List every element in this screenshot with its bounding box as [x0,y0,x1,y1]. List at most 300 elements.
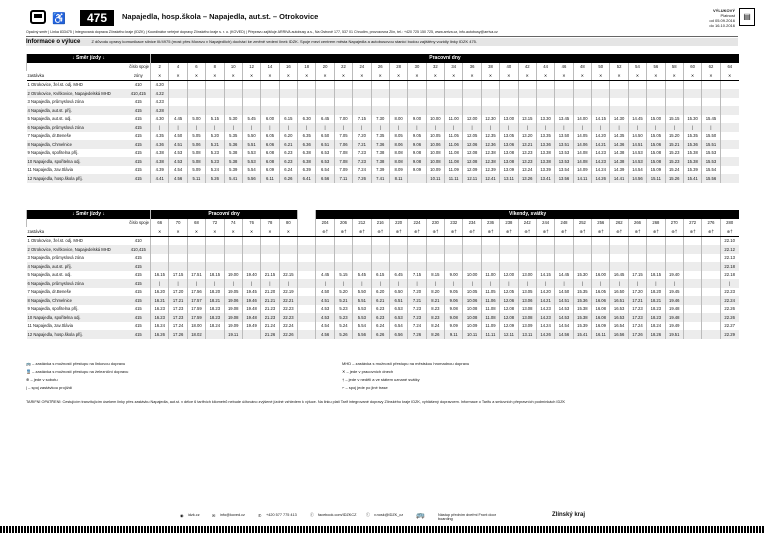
departure-time [169,245,187,254]
departure-time: 5.53 [353,313,371,322]
day-mark: ✕ [445,71,463,80]
departure-time: 15.23 [665,149,683,158]
table-row [27,236,739,245]
departure-time [647,262,665,271]
departure-time: 19.51 [665,330,683,339]
departure-time: | [242,123,260,132]
departure-time [518,98,536,107]
departure-time: 14.20 [536,288,554,297]
departure-time: 8.15 [426,271,444,280]
departure-time: 10.00 [463,271,481,280]
departure-time [536,98,554,107]
direction-label: ↓ Směr jízdy ↓ [27,210,151,219]
departure-time [261,80,279,89]
departure-time: 5.56 [353,330,371,339]
departure-time: 5.23 [334,313,352,322]
departure-time [665,254,683,263]
day-mark: ✕ [720,71,739,80]
day-mark: ✕ [573,71,591,80]
departure-time: | [647,123,665,132]
departure-time: 15.36 [683,140,701,149]
departure-time: 15.54 [702,166,720,175]
trip-number: 232 [445,219,463,228]
departure-time: | [169,123,187,132]
footer-twitter[interactable]: v.nosk@IDZK_cz [374,513,404,517]
departure-time: 7.15 [408,271,426,280]
departure-time: 9.11 [445,330,463,339]
departure-time: 6.08 [261,157,279,166]
departure-time [720,174,739,183]
departure-time [353,80,371,89]
trip-number: 242 [518,219,536,228]
departure-time: 13.53 [555,157,573,166]
departure-time [665,89,683,98]
kraj-logo-icon: Zlínský kraj [552,512,586,518]
table-row [27,245,739,254]
departure-time [353,89,371,98]
departure-time: 8.11 [389,174,407,183]
departure-time: 21.23 [261,313,279,322]
departure-time: 4.54 [169,166,187,175]
table-row [27,132,739,141]
departure-time: | [481,123,499,132]
stop-name: 10 Napajedla, spořitelna odj. [27,157,127,166]
departure-time [334,254,352,263]
departure-time: 12.08 [500,313,518,322]
departure-time [426,245,444,254]
departure-time [610,236,628,245]
departure-time: 10.09 [426,166,444,175]
departure-time: 4.38 [151,149,169,158]
departure-time [720,123,739,132]
departure-time [224,80,242,89]
departure-time: 6.21 [371,296,389,305]
departure-time: 14.23 [592,149,610,158]
departure-time: 13.08 [500,149,518,158]
footer-phone[interactable]: +420 577 775 413 [266,513,297,517]
departure-time: 12.38 [481,149,499,158]
departure-time: 22.23 [279,313,297,322]
departure-time [592,98,610,107]
departure-time: | [683,123,701,132]
departure-time: 7.00 [334,115,352,124]
header-bar [0,8,765,28]
day-mark: ✕ [463,71,481,80]
departure-time: 4.50 [316,288,334,297]
departure-time [151,262,169,271]
departure-time: 15.09 [647,166,665,175]
departure-time [426,98,444,107]
departure-time [408,236,426,245]
table-row [27,322,739,331]
trip-number: 266 [628,219,646,228]
stop-zone: 410,415 [127,89,151,98]
departure-time: 7.41 [371,174,389,183]
departure-time: 6.15 [279,115,297,124]
departure-time: 13.23 [518,157,536,166]
departure-time [683,98,701,107]
stop-zone: 415 [127,140,151,149]
departure-time: 14.24 [536,322,554,331]
trip-number: 234 [463,219,481,228]
departure-time: 13.08 [518,313,536,322]
bus-outline-icon: 🚌 [416,512,425,519]
departure-time [500,106,518,115]
gap-cell [298,245,316,254]
stop-name: 8 Napajedla, Chmelnice [27,140,127,149]
departure-time: 19.48 [665,305,683,314]
departure-time [555,98,573,107]
departure-time [371,262,389,271]
day-mark: ✕ [316,71,334,80]
departure-time [720,98,739,107]
day-mark: ⊕† [555,227,573,236]
day-mark: ⊕† [518,227,536,236]
departure-time: | [298,123,316,132]
departure-time [573,262,591,271]
day-mark: ✕ [481,71,499,80]
stop-label: zastávka [27,71,127,80]
stop-name: 11 Napajedla, zav.Slávia [27,323,73,329]
table-row [27,140,739,149]
departure-time [555,245,573,254]
departure-time: 10.08 [463,313,481,322]
departure-time: 18.23 [647,313,665,322]
table-row [27,296,739,305]
departure-time: 7.23 [353,157,371,166]
departure-time [481,106,499,115]
departure-time [463,236,481,245]
footer [180,513,630,523]
departure-time: 5.06 [187,140,205,149]
departure-time: 6.11 [261,174,279,183]
departure-time: 16.09 [592,322,610,331]
departure-time: | [665,279,683,288]
trip-number: 206 [334,219,352,228]
stop-zone: 415 [127,157,151,166]
departure-time [371,80,389,89]
departure-time: 7.15 [353,115,371,124]
day-mark: ⊕† [426,227,444,236]
departure-time [334,236,352,245]
day-mark: ✕ [169,227,187,236]
departure-time: 5.15 [334,271,352,280]
departure-time [481,245,499,254]
table-row [27,166,739,175]
departure-time [206,236,224,245]
departure-time: 6.20 [279,132,297,141]
departure-time: 16.05 [592,288,610,297]
departure-time: 15.05 [647,132,665,141]
trip-number: 56 [647,63,665,72]
trip-number: 72 [206,219,224,228]
departure-time: 19.06 [224,296,242,305]
departure-time: | [389,279,407,288]
departure-time: 4.54 [316,322,334,331]
departure-time [628,98,646,107]
departure-time: 12.35 [481,132,499,141]
departure-time: | [720,279,739,288]
departure-time [334,262,352,271]
departure-time: 8.09 [389,166,407,175]
trip-number: 216 [371,219,389,228]
departure-time: 16.50 [610,288,628,297]
trip-number: 28 [389,63,407,72]
departure-time [500,89,518,98]
departure-time [720,157,739,166]
departure-time [371,254,389,263]
departure-time: 8.05 [389,132,407,141]
departure-time: 16.53 [610,313,628,322]
departure-time: 19.49 [665,322,683,331]
departure-time: 18.00 [187,322,205,331]
departure-time [279,106,297,115]
departure-time: 15.36 [573,296,591,305]
day-mark: ✕ [665,71,683,80]
trip-number: 32 [426,63,444,72]
departure-time: | [555,123,573,132]
departure-time: 19.08 [224,313,242,322]
zone-label: zóny [127,71,151,80]
departure-time: 17.24 [628,322,646,331]
departure-time [353,106,371,115]
departure-time: 14.39 [610,166,628,175]
day-mark: ✕ [702,71,720,80]
table-row [27,89,739,98]
departure-time: 14.15 [536,271,554,280]
departure-time [702,89,720,98]
departure-time: 15.35 [573,288,591,297]
departure-time: 14.20 [592,132,610,141]
departure-time [647,98,665,107]
departure-time: 12.09 [463,166,481,175]
departure-time [426,262,444,271]
line-number-badge: 475 [80,10,114,26]
departure-time: 19.11 [224,330,242,339]
day-mark: ✕ [187,71,205,80]
departure-time: 17.59 [187,313,205,322]
departure-time [573,80,591,89]
day-mark: ✕ [261,71,279,80]
departure-time: 13.38 [536,157,554,166]
departure-time [206,89,224,98]
gap-cell [298,313,316,322]
footer-web[interactable]: idzk.cz [188,513,200,517]
trip-number: 38 [481,63,499,72]
departure-time: 16.20 [151,288,169,297]
departure-time [261,262,279,271]
day-mark: ⊕† [573,227,591,236]
day-mark: ⊕† [683,227,701,236]
departure-time: 5.20 [334,288,352,297]
day-mark: ✕ [389,71,407,80]
wheelchair-icon: ♿ [52,13,66,25]
departure-time [316,245,334,254]
departure-time: 13.11 [500,174,518,183]
departure-time: 6.26 [279,174,297,183]
departure-time: 16.56 [610,330,628,339]
departure-time: 12.08 [463,157,481,166]
departure-time: | [169,279,187,288]
table-row [27,115,739,124]
departure-time [426,89,444,98]
departure-time [169,89,187,98]
departure-time: 6.06 [261,140,279,149]
departure-time: | [334,279,352,288]
departure-time: 6.24 [279,166,297,175]
departure-time: 6.51 [389,296,407,305]
trip-number: 24 [353,63,371,72]
stop-zone: 415 [134,167,142,173]
footer-slogan: Nástup předním dveřmi Front door boarding [438,513,497,521]
departure-time: | [224,123,242,132]
timetable-workdays [26,54,739,183]
day-mark: ✕ [224,227,242,236]
day-mark: ✕ [187,227,205,236]
departure-time [408,89,426,98]
departure-time: 6.24 [371,322,389,331]
validity-label: VÝLUKOVÝ [712,8,735,13]
departure-time: 14.21 [592,140,610,149]
departure-time: 13.08 [500,157,518,166]
departure-time [445,262,463,271]
departure-time [481,89,499,98]
departure-time: 10.05 [426,132,444,141]
departure-time: 13.09 [518,322,536,331]
stop-zone: 415 [134,133,142,139]
departure-time: 6.41 [298,174,316,183]
departure-time [592,106,610,115]
departure-time: 7.24 [353,166,371,175]
departure-time [647,245,665,254]
departure-time: 5.36 [224,140,242,149]
stop-name: 6 Napajedla, průmyslová zóna [27,123,127,132]
departure-time: 5.26 [206,174,224,183]
departure-time [628,89,646,98]
departure-time [555,89,573,98]
day-mark: ✕ [647,71,665,80]
departure-time [720,140,739,149]
departure-time [206,98,224,107]
departure-time: | [316,123,334,132]
departure-time [445,245,463,254]
departure-time [610,106,628,115]
departure-time: 16.23 [151,313,169,322]
departure-time [518,80,536,89]
departure-time: 5.53 [353,305,371,314]
departure-time: 16.24 [151,322,169,331]
day-mark: ⊕† [481,227,499,236]
departure-time [371,89,389,98]
day-mark: ⊕† [389,227,407,236]
departure-time [481,98,499,107]
departure-time: 10.08 [463,305,481,314]
departure-time: 15.35 [683,132,701,141]
departure-time [371,245,389,254]
departure-time [151,236,169,245]
departure-time [353,98,371,107]
legend-item: 🚌 – zastávka s možností přestupu na linkovou dopravu [26,361,126,366]
departure-time: 7.05 [334,132,352,141]
timetable-weekend [26,210,739,339]
departure-time: 8.08 [389,157,407,166]
stop-zone: 415 [134,116,142,122]
departure-time [720,149,739,158]
departure-time [371,106,389,115]
departure-time: 12.05 [463,132,481,141]
twitter-icon: ⓣ [366,513,370,517]
departure-time [261,245,279,254]
departure-time: 4.45 [316,271,334,280]
stop-zone: 415 [134,272,142,278]
gap-cell [298,296,316,305]
departure-time [647,80,665,89]
departure-time: 12.00 [500,271,518,280]
stop-name: 3 Napajedla, průmyslová zóna [27,99,84,105]
departure-time: | [408,279,426,288]
departure-time: 15.41 [683,174,701,183]
table-row [27,254,739,263]
departure-time [408,80,426,89]
departure-time: 5.38 [224,149,242,158]
departure-time: | [187,123,205,132]
departure-time [389,236,407,245]
departure-time: 14.23 [592,157,610,166]
departure-time [206,262,224,271]
departure-time [683,80,701,89]
departure-time: 22.18 [720,271,739,280]
info-title: Informace o výluce [26,39,81,45]
departure-time [206,254,224,263]
departure-time: 15.21 [665,140,683,149]
departure-time: 11.05 [445,132,463,141]
departure-time: 6.53 [389,313,407,322]
departure-time: 13.06 [500,140,518,149]
departure-time: 4.28 [151,106,169,115]
stop-zone: 415 [134,255,142,261]
departure-time: 15.50 [702,132,720,141]
footer-mail[interactable]: info@koved.cz [220,513,245,517]
departure-time [702,262,720,271]
departure-time: | [610,123,628,132]
departure-time: | [371,123,389,132]
departure-time: 4.39 [151,166,169,175]
stop-name: 6 Napajedla, průmyslová zóna [27,279,127,288]
departure-time [445,106,463,115]
departure-time: 10.08 [426,157,444,166]
departure-time: 19.48 [665,313,683,322]
departure-time: 15.08 [647,149,665,158]
validity-platnost: Platnost [720,13,735,18]
departure-time [463,254,481,263]
departure-time [445,89,463,98]
trip-number: 256 [592,219,610,228]
departure-time: 5.39 [224,166,242,175]
legend-item: 🚆 – zastávka s možností přestupu na železniční dopravu [26,369,129,374]
footer-facebook[interactable]: facebook.com/IDZKCZ [318,513,357,517]
departure-time [665,262,683,271]
trip-number: 220 [389,219,407,228]
departure-time: 21.23 [261,305,279,314]
departure-time: 16.08 [592,305,610,314]
day-mark: ⊕† [536,227,554,236]
departure-time [647,254,665,263]
departure-time: 12.05 [500,288,518,297]
departure-time [610,98,628,107]
trip-number: 272 [683,219,701,228]
departure-time: 7.38 [371,149,389,158]
departure-time: 16.54 [610,322,628,331]
